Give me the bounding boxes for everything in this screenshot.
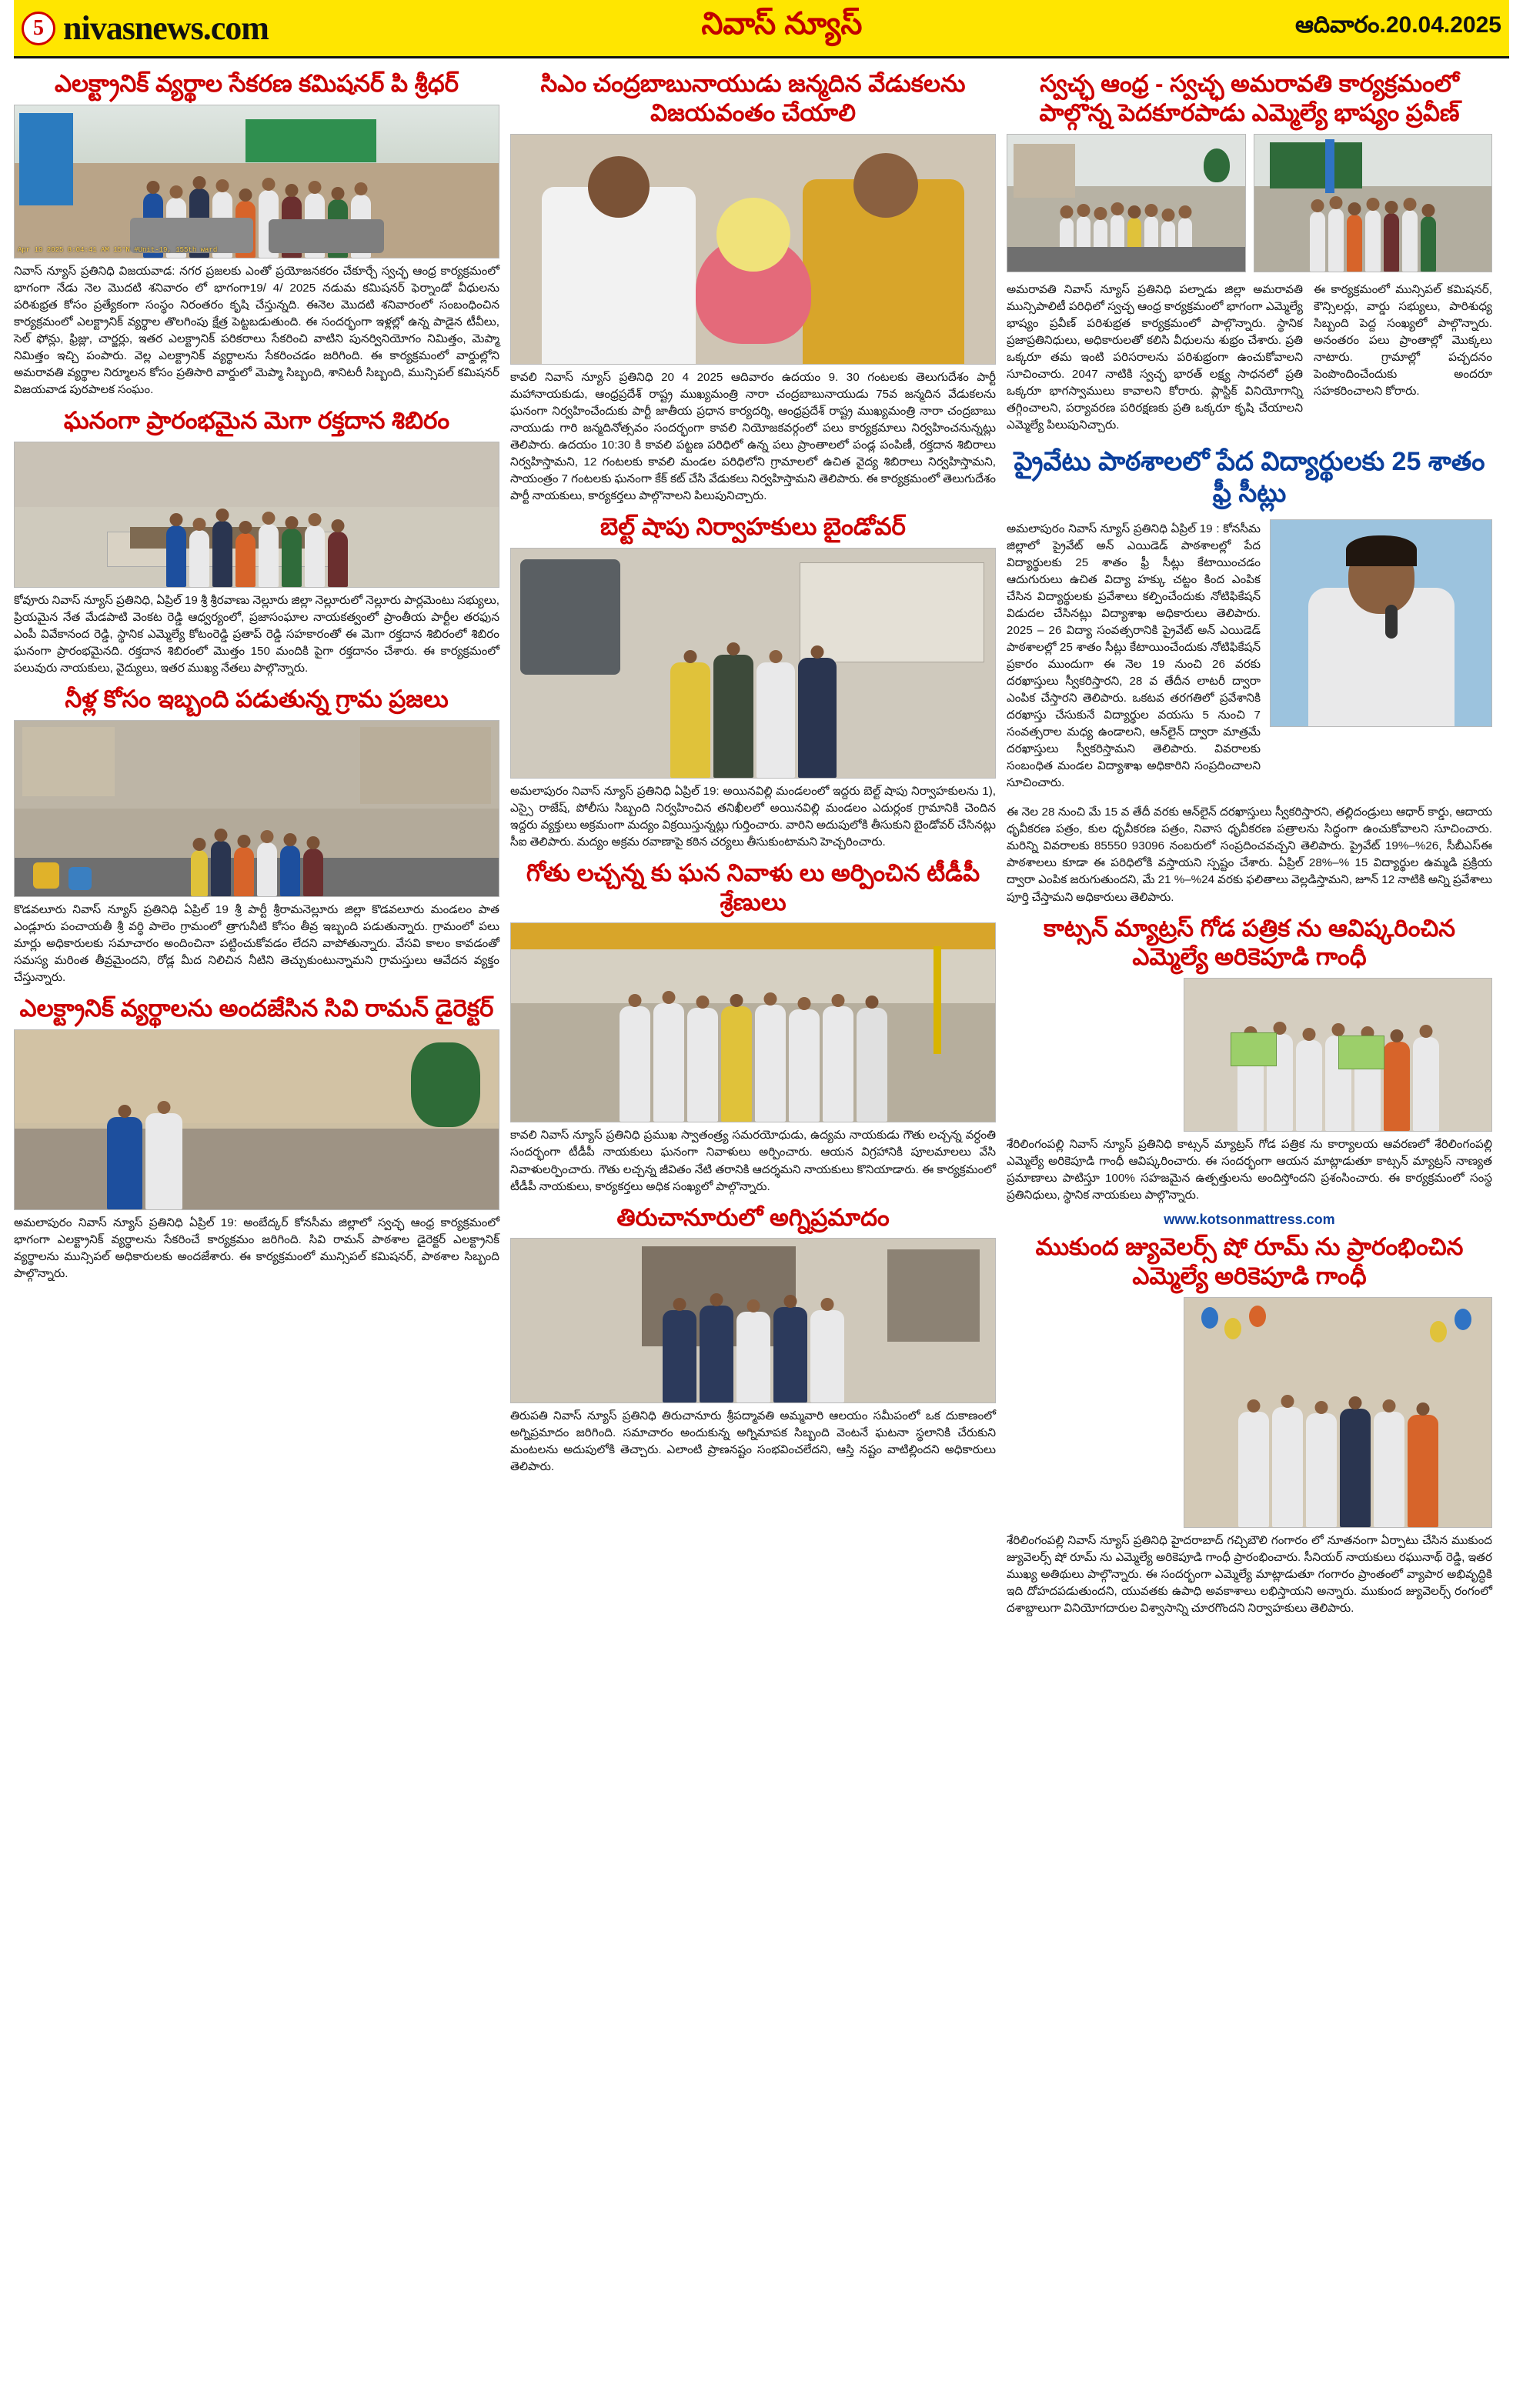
c3-article-2-photo	[1270, 519, 1492, 727]
c3-article-2-body-left: అమలాపురం నివాస్ న్యూస్ ప్రతినిధి ఏప్రిల్ 19 : కోనసీమ జిల్లాలో ప్రైవేట్ అన్ ఎయిడెడ్ పాఠశాలల్లో పేద విద్యార్థులకు 25 శాతం ఫ్రీ సీట్లు కేటాయించడం ఆదుగురులు ఉచిత విద్యా హక్కు చట్టం కింద ఎంపిక చేసిన విద్యార్థులకు ప్రవేశాలు కల్పించేందుకు నోటిఫికేషన్ విడుదల చేసినట్లు విద్యాశాఖ అధికారులు తెలిపారు. 2025 – 26 విద్యా సంవత్సరానికి ప్రైవేట్ అన్ ఎయిడెడ్ పాఠశాలల్లో 25 శాతం సీట్లు కేటాయించేందుకు నోటిఫికేషన్ ప్రకారం ముందుగా ఈ నెల 19 నుంచి 26 వరకు దరఖాస్తులు స్వీకరిస్తారని, 28 వ తేదీన లాటరీ ద్వారా ఎంపిక చేస్తారని తెలిపారు. ఒకటవ తరగతిలో ప్రవేశానికి దరఖాస్తు చేసుకునే విద్యార్థుల వయసు 5 నుంచి 7 సంవత్సరాల మధ్య ఉండాలని, ఆన్‌లైన్ ద్వారా మాత్రమే దరఖాస్తులు స్వీకరిస్తామని తెలిపారు. వివరాలకు సంబంధిత మండల విద్యాశాఖ అధికారిని సంప్రదించాలని సూచించారు.	[1007, 522, 1261, 790]
article-2-body: కోవూరు నివాస్ న్యూస్ ప్రతినిధి, ఏప్రిల్ 19 శ్రీ శ్రీరవాణు నెల్లూరు జిల్లా నెల్లూరులో నెల్లూరు పార్లమెంటు సభ్యులు, ప్రియమైన నేత మేడపాటి వెంకట రెడ్డి ఆధ్వర్యంలో, ప్రజాసంఘాల నాయకత్వంలో ప్రాంతీయ పార్టీల తరఫున ఎంపీ వివేకానంద రెడ్డి, స్థానిక ఎమ్మెల్యే కోటంరెడ్డి ప్రతాప్ రెడ్డి సహకారంతో ఈ మెగా రక్తదాన శిబిరంలో శిబిరం ఘనంగా ప్రారంభమైనది. రక్తదాన శిబిరంలో మొత్తం 150 మందికి పైగా రక్తదానం చేశారు. ఈ కార్యక్రమంలో పలువురు నాయకులు, వైద్యులు, ఇతర ముఖ్య నేతలు పాల్గొన్నారు.	[14, 593, 499, 675]
masthead	[14, 0, 1509, 58]
article-3-photo	[14, 720, 499, 897]
article-2-headline: ఘనంగా ప్రారంభమైన మెగా రక్తదాన శిబిరం	[63, 407, 450, 435]
article-2-photo	[14, 442, 499, 588]
article-4-photo	[14, 1029, 499, 1210]
c3-article-3-body: శేరిలింగంపల్లి నివాస్ న్యూస్ ప్రతినిధి కాట్సన్ మ్యాట్రస్ గోడ పత్రిక ను కార్యాలయ ఆవరణలో శేరిలింగంపల్లి ఎమ్మెల్యే అరికెపూడి గాంధీ ఆవిష్కరించారు. ఈ సందర్భంగా ఆయన మాట్లాడుతూ కాట్సన్ మ్యాట్రస్ నాణ్యత ప్రమాణాలు పాటిస్తూ 100% సహజమైన ఉత్పత్తులను అందిస్తోందని ప్రశంసించారు. ఈ కార్యక్రమంలో సంస్థ ప్రతినిధులు, స్థానిక నాయకులు పాల్గొన్నారు.	[1007, 1138, 1492, 1202]
c2-article-2-headline: బెల్ట్ షాపు నిర్వాహకులు బైండోవర్	[600, 512, 906, 540]
c2-article-3-photo	[510, 922, 996, 1122]
c2-article-4-body: తిరుపతి నివాస్ న్యూస్ ప్రతినిధి తిరుచానూరు శ్రీపద్మావతి అమ్మవారి ఆలయం సమీపంలో ఒక దుకాణంలో అగ్నిప్రమాదం జరిగింది. సమాచారం అందుకున్న అగ్నిమాపక సిబ్బంది వెంటనే ఘటనా స్థలానికి చేరుకుని మంటలను అదుపులోకి తెచ్చారు. ఎలాంటి ప్రాణనష్టం సంభవించలేదని, ఆస్తి నష్టం వాటిల్లిందని అధికారులు తెలిపారు.	[510, 1409, 996, 1474]
article-1-photo	[14, 105, 499, 258]
c3-article-4-headline: ముకుంద జ్యువెలర్స్ షో రూమ్ ను ప్రారంభించిన ఎమ్మెల్యే అరికెపూడి గాంధీ	[1035, 1233, 1464, 1290]
c3-article-1-body-right: ఈ కార్యక్రమంలో మున్సిపల్ కమిషనర్, కౌన్సిలర్లు, వార్డు సభ్యులు, పారిశుధ్య సిబ్బంది పెద్ద సంఖ్యలో పాల్గొన్నారు. అనంతరం పలు ప్రాంతాల్లో మొక్కలు నాటారు. గ్రామాల్లో పచ్చదనం పెంపొందించేందుకు అందరూ సహకరించాలని కోరారు.	[1314, 282, 1492, 398]
c3-article-1-photos	[1007, 134, 1492, 272]
c2-article-4-headline: తిరుచానూరులో అగ్నిప్రమాదం	[616, 1203, 890, 1231]
column-1	[14, 65, 499, 1290]
issue-date: ఆదివారం.20.04.2025	[1294, 12, 1501, 38]
c2-article-3-body: కావలి నివాస్ న్యూస్ ప్రతినిధి ప్రముఖ స్వాతంత్ర్య సమరయోధుడు, ఉద్యమ నాయకుడు గౌతు లచ్చన్న వర్ధంతి సందర్భంగా టీడీపీ నాయకులు ఘనంగా నివాళులు అర్పించారు. ఆయన విగ్రహానికి పూలమాలలు వేసి నివాళులర్పించారు. గౌతు లచ్చన్న జీవితం నేటి తరానికి ఆదర్శమని నాయకులు కొనియాడారు. ఈ కార్యక్రమంలో టీడీపీ నాయకులు, కార్యకర్తలు అధిక సంఖ్యలో పాల్గొన్నారు.	[510, 1129, 996, 1193]
column-2	[510, 65, 996, 1484]
c3-article-4-photo	[1007, 1297, 1492, 1528]
c2-article-2-body: అమలాపురం నివాస్ న్యూస్ ప్రతినిధి ఏప్రిల్ 19: అయినవిల్లి మండలంలో ఇద్దరు బెల్ట్ షాపు నిర్వాహకులను 1), ఎస్సై రాజేష్, పోలీసు సిబ్బంది నిర్వహించిన తనిఖీలలో అయినవిల్లి మండలం ఎదుర్లంక గ్రామానికి చెందిన ఇద్దరు వ్యక్తులు అక్రమంగా మద్యం విక్రయిస్తున్నట్లు గుర్తించారు. వారిని అదుపులోకి తీసుకుని బైండోవర్ చేసినట్లు సీఐ తెలిపారు. మద్యం అక్రమ రవాణాపై కఠిన చర్యలు తీసుకుంటామని హెచ్చరించారు.	[510, 784, 996, 849]
c3-article-4-body: శేరిలింగంపల్లి నివాస్ న్యూస్ ప్రతినిధి హైదరాబాద్ గచ్చిబౌలి గంగారం లో నూతనంగా ఏర్పాటు చేసిన ముకుంద జ్యువెలర్స్ షో రూమ్ ను ఎమ్మెల్యే అరికెపూడి గాంధీ ప్రారంభించారు. సీనియర్ నాయకులు రఘునాథ్ రెడ్డి, ఇతర ముఖ్య అతిథులు పాల్గొన్నారు. ఈ సందర్భంగా ఎమ్మెల్యే మాట్లాడుతూ గంగారం ప్రాంతంలో వ్యాపార అభివృద్ధికి ఇది దోహదపడుతుందని, యువతకు ఉపాధి అవకాశాలు లభిస్తాయని అన్నారు. ముకుంద జ్యువెలర్స్ రంగంలో దశాబ్దాలుగా వినియోగదారుల విశ్వాసాన్ని చూరగొందని నిర్వాహకులు తెలిపారు.	[1007, 1533, 1492, 1616]
page-number-badge: 5	[22, 12, 55, 45]
c2-article-1-photo	[510, 134, 996, 365]
c2-article-4-photo	[510, 1238, 996, 1403]
advertiser-url[interactable]: www.kotsonmattress.com	[1164, 1212, 1335, 1228]
c2-article-3-headline: గోతు లచ్చన్న కు ఘన నివాళు లు అర్పించిన టీడీపీ శ్రేణులు	[526, 859, 980, 916]
article-3-headline: నీళ్ల కోసం ఇబ్బంది పడుతున్న గ్రామ ప్రజలు	[65, 685, 449, 713]
c3-article-2-body-right: ఈ నెల 28 నుంచి మే 15 వ తేదీ వరకు ఆన్‌లైన్ దరఖాస్తులు స్వీకరిస్తారని, తల్లిదండ్రులు ఆధార్ కార్డు, ఆదాయ ధృవీకరణ పత్రం, కుల ధృవీకరణ పత్రం, నివాస ధృవీకరణ పత్రాలను సిద్ధంగా ఉంచుకోవాలని సూచించారు. మరిన్ని వివరాలకు 85550 93096 నంబరులో సంప్రదించవచ్చని తెలిపారు. ప్రైవేట్ 19%–%26, సీబీఎస్ఈ పాఠశాలలు కూడా ఈ పరిధిలోకి వస్తాయని స్పష్టం చేశారు. ఏప్రిల్ 28%–% 15 విద్యార్థుల ఉమ్మడి ప్రక్రియ ద్వారా ఎంపిక జరుగుతుందని, మే 21 %–%24 వరకు ఫలితాలు వెల్లడిస్తామని, జూన్ 12 నాటికి అన్ని ప్రవేశాలు పూర్తి చేస్తామని అధికారులు తెలిపారు.	[1007, 805, 1492, 904]
c3-article-3-headline: కాట్సన్ మ్యాట్రస్ గోడ పత్రిక ను ఆవిష్కరించిన ఎమ్మెల్యే అరికెపూడి గాంధీ	[1043, 914, 1456, 971]
site-name[interactable]: nivasnews.com	[63, 9, 269, 47]
c3-article-2-headline: ప్రైవేటు పాఠశాలలో పేద విద్యార్థులకు 25 శాతం ఫ్రీ సీట్లు	[1014, 446, 1485, 509]
c2-article-1-headline: సిఎం చంద్రబాబునాయుడు జన్మదిన వేడుకలను విజయవంతం చేయాలి	[540, 70, 966, 126]
c3-article-1-headline: స్వచ్ఛ ఆంధ్ర - స్వచ్ఛ అమరావతి కార్యక్రమంలో పాల్గొన్న పెదకూరపాడు ఎమ్మెల్యే భాష్యం ప్రవీణ్	[1039, 70, 1460, 126]
article-3-body: కొడవలూరు నివాస్ న్యూస్ ప్రతినిధి ఏప్రిల్ 19 శ్రీ పార్టీ శ్రీరామనెల్లూరు జిల్లా కొడవలూరు మండలం పాత ఎండ్లూరు పంచాయతీ శ్రీ వర్ధి పాలెం గ్రామంలో త్రాగునీటి కోసం తీవ్ర ఇబ్బంది పడుతున్నారు. గ్రామంలో పలు మార్లు అధికారులకు సమాచారం అందించినా పట్టించుకోవడం లేదని వాపోతున్నారు. వేసవి కాలం కావడంతో సమస్య మరింత తీవ్రమైందని, రోడ్ల మీద నిలిచిన నీటిని తెచ్చుకుంటున్నామని గ్రామస్తులు ఆవేదన వ్యక్తం చేస్తున్నారు.	[14, 902, 499, 984]
c2-article-2-photo	[510, 548, 996, 779]
photo-timestamp: Apr 19 2025 8:04:41 AM 15°N #Unit-19, 155th ward	[18, 246, 218, 255]
article-1-body: నివాస్ న్యూస్ ప్రతినిధి విజయవాడ: నగర ప్రజలకు ఎంతో ప్రయోజనకరం చేకూర్చే స్వచ్ఛ ఆంధ్ర కార్యక్రమంలో భాగంగా నేడు నెల మొదటి శనివారం లో భాగంగా19/ 4/ 2025 నడుమ కమిషనర్ ఫెర్నాండో వీధులను పరిశుభ్రత కోసం ప్రత్యేకంగా సంస్థం నిరంతరం కృషి చేస్తున్నది. ఈనెల మొదటి శనివారంలో సంబంధించిన కార్యక్రమంలో ఎలక్ట్రానిక్ వ్యర్థాల తొలగింపు క్షేత్ర పెట్టబడుతుంది. ఈ సందర్భంగా ఇళ్లల్లో ఉన్న పాడైన టీవీలు, సెల్ ఫోన్లు, ఫ్రిజ్లు, చార్జర్లు, ఇతర ఎలక్ట్రానిక్ పరికరాలు సేకరించి వాటిని పునర్వినియోగం నిమిత్తం, మెప్మా నిమిత్తం ఇచ్చి పంపారు. వెల్ల ఎలక్ట్రానిక్ వ్యర్థాలను సేకరించడం జరిగింది. ఈ కార్యక్రమంలో వార్డుల్లోని అమరావతి వ్యర్థాల నిర్మూలన కోసం ప్రతిసారి వార్డులో మెప్మా సిబ్బంది, శానిటరీ సిబ్బంది, మున్సిపల్ కమిషనర్ విజయవాడ పురపాలక సంఘం.	[14, 264, 499, 397]
c3-article-3-photo	[1007, 978, 1492, 1132]
article-1-headline: ఎలక్ట్రానిక్ వ్యర్థాల సేకరణ కమిషనర్ పి శ్రీధర్	[55, 70, 459, 97]
paper-title: నివాస్ న్యూస్	[701, 7, 863, 41]
article-4-body: అమలాపురం నివాస్ న్యూస్ ప్రతినిధి ఏప్రిల్ 19: అంబేద్కర్ కోనసీమ జిల్లాలో స్వచ్ఛ ఆంధ్ర కార్యక్రమంలో భాగంగా ఎలక్ట్రానిక్ వ్యర్థాలను సేకరించే కార్యక్రమం జరిగింది. సివి రామన్ పాఠశాల డైరెక్టర్ ఎలక్ట్రానిక్ వ్యర్థాలను మున్సిపల్ అధికారులకు అందజేశారు. ఈ కార్యక్రమంలో మున్సిపల్ కమిషనర్, పాఠశాల సిబ్బంది పాల్గొన్నారు.	[14, 1216, 499, 1280]
article-4-headline: ఎలక్ట్రానిక్ వ్యర్థాలను అందజేసిన సివి రామన్ డైరెక్టర్	[19, 995, 494, 1022]
page-columns	[14, 65, 1509, 1625]
c2-article-1-body: కావలి నివాస్ న్యూస్ ప్రతినిధి 20 4 2025 ఆదివారం ఉదయం 9. 30 గంటలకు తెలుగుదేశం పార్టీ మహానాయకుడు, ఆంధ్రప్రదేశ్ రాష్ట్ర ముఖ్యమంత్రి నారా చంద్రబాబునాయుడు 75వ జన్మదిన వేడుకలను ఘనంగా నిర్వహించేందుకు పార్టీ జాతీయ ప్రధాన కార్యదర్శి, ఆంధ్రప్రదేశ్ రాష్ట్ర ముఖ్యమంత్రి నారా చంద్రబాబు నాయుడు గారి జన్మదినోత్సవం సందర్భంగా కావలి నియోజకవర్గంలో పలు కార్యక్రమాలు నిర్వహించనున్నట్లు తెలిపారు. ఉదయం 10:30 కి కావలి పట్టణ పరిధిలో ఉన్న పలు ప్రాంతాలలో పండ్ల పంపిణీ, రక్తదాన శిబిరాలు నిర్వహిస్తామని, 12 గంటలకు కావలి మండల పరిధిలోని గ్రామాలలో ఉచిత వైద్య శిబిరాలు నిర్వహిస్తామని, సాయంత్రం 7 గంటలకు ఘనంగా కేక్ కట్ చేసి వేడుకలు నిర్వహిస్తామని తెలిపారు. ఈ కార్యక్రమంలో తెలుగుదేశం పార్టీ నాయకులు, కార్యకర్తలు పాల్గొనాలని పిలుపునిచ్చారు.	[510, 370, 996, 502]
c3-article-1-body-left: అమరావతి నివాస్ న్యూస్ ప్రతినిధి పల్నాడు జిల్లా అమరావతి మున్సిపాలిటీ పరిధిలో స్వచ్ఛ ఆంధ్ర కార్యక్రమంలో భాగంగా ఎమ్మెల్యే భాష్యం ప్రవీణ్ పరిశుభ్రత కార్యక్రమంలో పాల్గొన్నారు. స్థానిక ప్రజాప్రతినిధులు, అధికారులతో కలిసి వీధులను శుభ్రం చేశారు. ప్రతి ఒక్కరూ తమ ఇంటి పరిసరాలను పరిశుభ్రంగా ఉంచుకోవాలని సూచించారు. 2047 నాటికి స్వచ్ఛ భారత్ లక్ష్య సాధనలో ప్రతి ఒక్కరూ భాగస్వాములు కావాలని కోరారు. ప్లాస్టిక్ వినియోగాన్ని తగ్గించాలని, పర్యావరణ పరిరక్షణకు ప్రతి ఒక్కరూ కృషి చేయాలని ఎమ్మెల్యే పిలుపునిచ్చారు.	[1007, 282, 1303, 432]
column-3	[1007, 65, 1492, 1625]
masthead-left	[22, 8, 269, 48]
